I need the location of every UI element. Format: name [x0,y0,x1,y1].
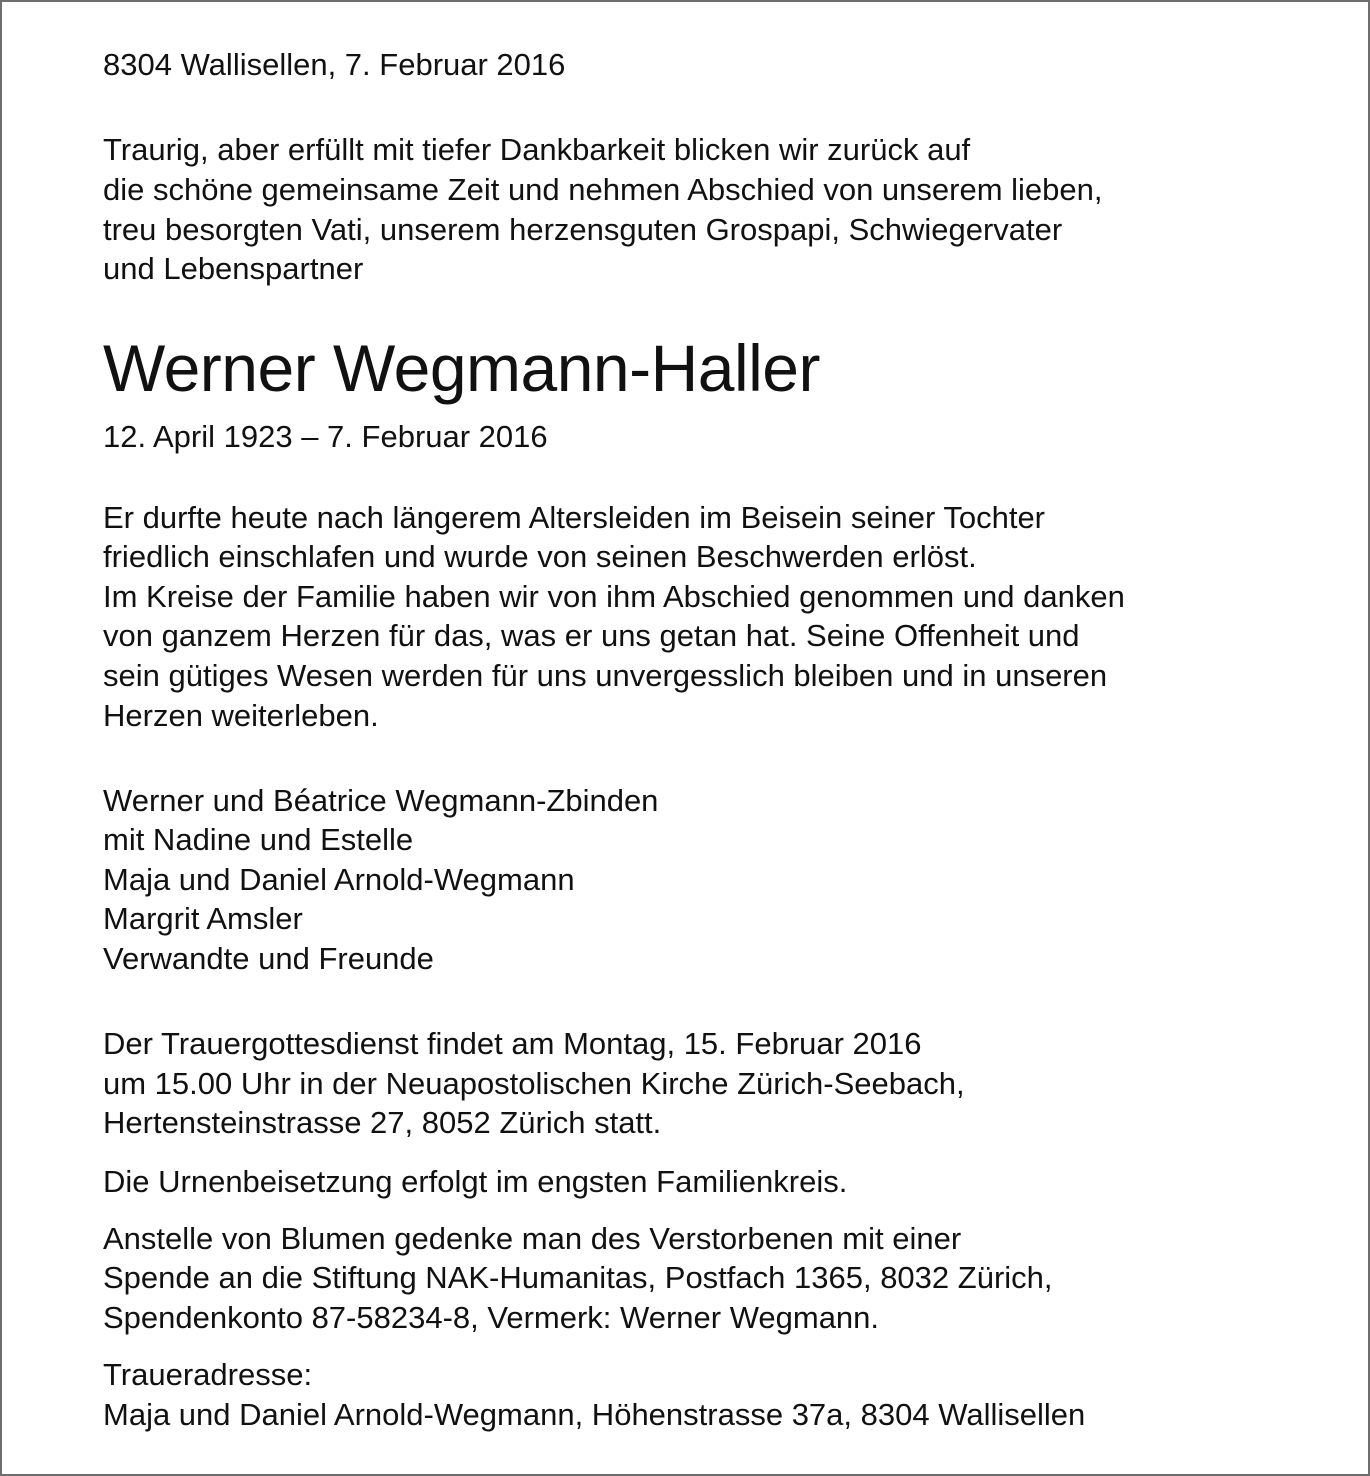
message-line: von ganzem Herzen für das, was er uns getan hat. Seine Offenheit und [103,618,1080,653]
place-date: 8304 Wallisellen, 7. Februar 2016 [103,47,566,82]
mourner-line: Werner und Béatrice Wegmann-Zbinden [103,783,659,818]
message-line: friedlich einschlafen und wurde von seinen Beschwerden erlöst. [103,539,977,574]
donation-line: Spende an die Stiftung NAK-Humanitas, Postfach 1365, 8032 Zürich, [103,1260,1053,1295]
mourning-address: Maja und Daniel Arnold-Wegmann, Höhenstrasse 37a, 8304 Wallisellen [103,1397,1086,1432]
urn-note: Die Urnenbeisetzung erfolgt im engsten Familienkreis. [103,1164,848,1199]
message-line: Im Kreise der Familie haben wir von ihm Abschied genommen und danken [103,579,1125,614]
intro-line: Traurig, aber erfüllt mit tiefer Dankbarkeit blicken wir zurück auf [103,132,971,167]
message-line: sein gütiges Wesen werden für uns unvergesslich bleiben und in unseren [103,658,1108,693]
donation-line: Spendenkonto 87-58234-8, Vermerk: Werner Wegmann. [103,1300,880,1335]
mourner-line: Verwandte und Freunde [103,941,434,976]
donation-line: Anstelle von Blumen gedenke man des Verstorbenen mit einer [103,1221,962,1256]
mourner-line: Maja und Daniel Arnold-Wegmann [103,862,575,897]
service-line: um 15.00 Uhr in der Neuapostolischen Kirche Zürich-Seebach, [103,1066,965,1101]
life-dates: 12. April 1923 – 7. Februar 2016 [103,419,548,454]
message-line: Herzen weiterleben. [103,698,379,733]
mourner-line: mit Nadine und Estelle [103,822,414,857]
message-line: Er durfte heute nach längerem Altersleiden im Beisein seiner Tochter [103,500,1046,535]
deceased-name: Werner Wegmann-Haller [103,331,820,405]
mourner-line: Margrit Amsler [103,901,303,936]
service-line: Der Trauergottesdienst findet am Montag, 15. Februar 2016 [103,1026,922,1061]
service-line: Hertensteinstrasse 27, 8052 Zürich statt. [103,1105,662,1140]
address-label: Traueradresse: [103,1357,313,1392]
intro-line: die schöne gemeinsame Zeit und nehmen Abschied von unserem lieben, [103,172,1103,207]
intro-line: treu besorgten Vati, unserem herzensguten Grospapi, Schwiegervater [103,212,1063,247]
intro-line: und Lebenspartner [103,251,364,286]
